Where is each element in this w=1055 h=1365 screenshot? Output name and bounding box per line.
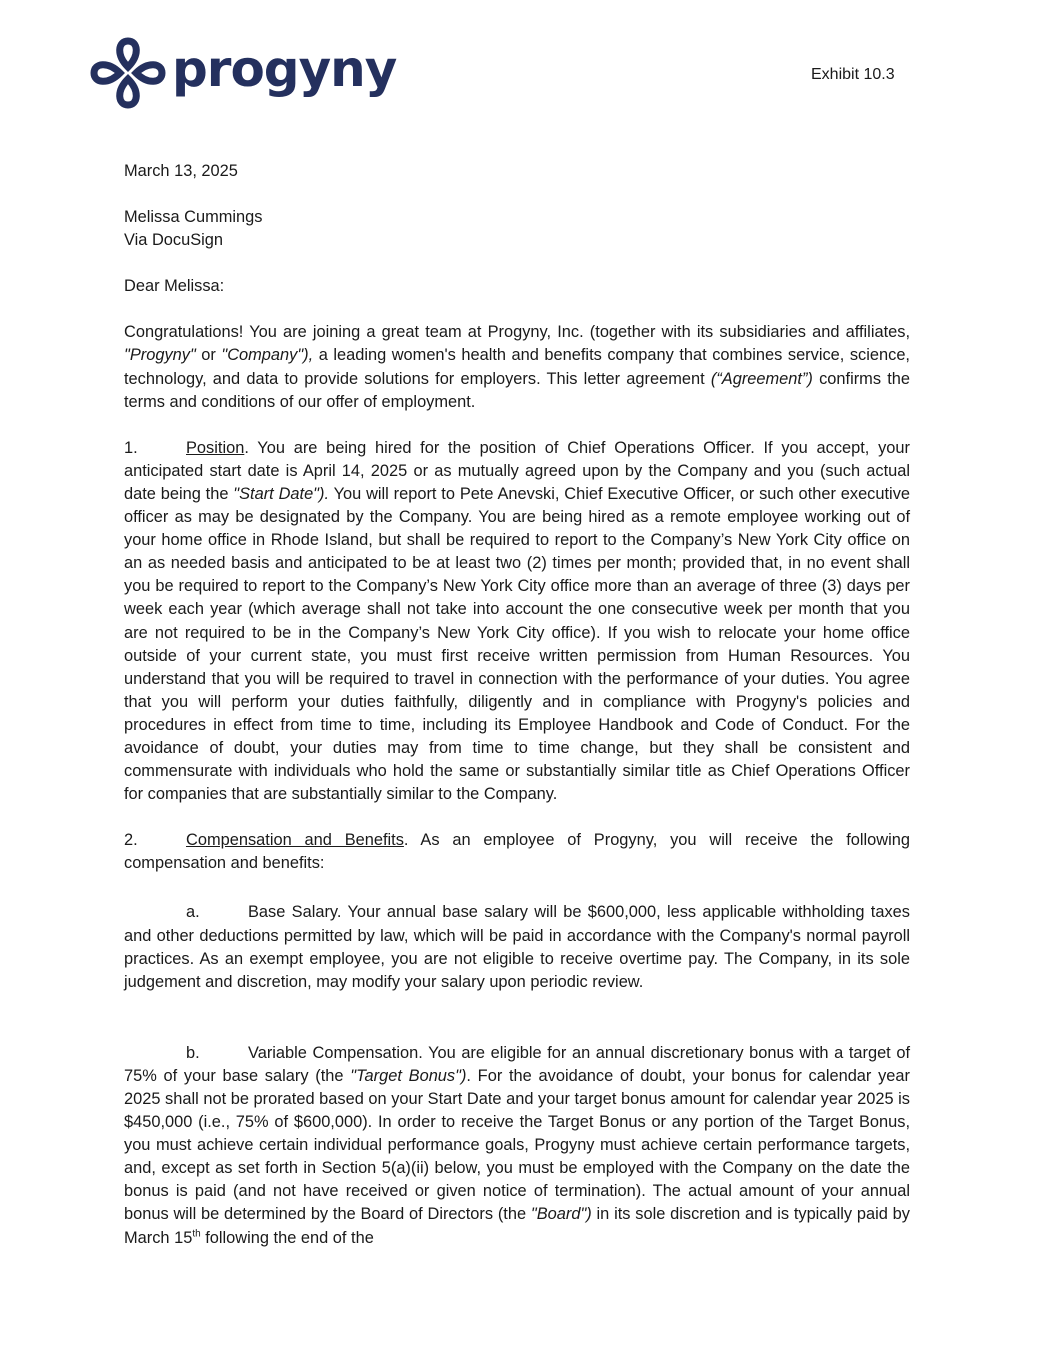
recipient-name: Melissa Cummings: [124, 208, 263, 227]
section-heading: Compensation and Benefits: [186, 831, 404, 850]
section-1-position: 1. Position. You are being hired for the position of Chief Operations Officer. If you accept, your anticipated start date is April 14, 2025 or as mutually agreed upon by the Company and you (such actual date being the "Start Date"). You will report to Pete Anevski, Chief Executive Officer, or such other executive officer as may be designated by the Company. You are being hired as a remote employee working out of your home office in Rhode Island, but shall be required to report to the Company’s New York City office on an as needed basis and anticipated to be at least two (2) times per month; provided that, in no event shall you be required to report to the Company’s New York City office more than an average of three (3) days per week each year (which average shall not take into account the one consecutive week per month that you are not required to be in the Company’s New York City office). If you wish to relocate your home office outside of your current state, you must first receive written permission from Human Resources. You understand that you will be required to travel in connection with the performance of your duties. You agree that you will perform your duties faithfully, diligently and in compliance with Progyny's policies and procedures in effect from time to time, including its Employee Handbook and Code of Conduct. For the avoidance of doubt, your duties may from time to time change, but they shall be consistent and commensurate with individuals who hold the same or substantially similar title as Chief Operations Officer for companies that are substantially similar to the Company.: [124, 438, 910, 804]
progyny-logo-icon: [88, 33, 168, 113]
section-heading: Position: [186, 438, 245, 457]
exhibit-label: Exhibit 10.3: [811, 66, 895, 83]
letter-body: [124, 160, 910, 1250]
section-2b-variable-compensation: b. Variable Compensation. You are eligible for an annual discretionary bonus with a target of 75% of your base salary (the "Target Bonus"). For the avoidance of doubt, your bonus for calendar year 2025 shall not be prorated based on your Start Date and your target bonus amount for calendar year 2025 is $450,000 (i.e., 75% of $600,000). In order to receive the Target Bonus or any portion of the Target Bonus, you must achieve certain individual performance goals, Progyny must achieve certain performance targets, and, except as set forth in Section 5(a)(ii) below, you must be employed with the Company on the date the bonus is paid (and not have received or given notice of termination). The actual amount of your annual bonus will be determined by the Board of Directors (the "Board") in its sole discretion and is typically paid by March 15th following the end of the: [124, 1043, 910, 1247]
section-number: 1.: [124, 438, 138, 457]
subsection-letter: b.: [186, 1043, 200, 1062]
subsection-heading: Base Salary.: [248, 903, 342, 922]
delivery-method: Via DocuSign: [124, 231, 224, 250]
subsection-letter: a.: [186, 903, 200, 922]
section-2-compensation: 2. Compensation and Benefits. As an employee of Progyny, you will receive the following compensation and benefits:: [124, 831, 910, 873]
salutation: Dear Melissa:: [124, 277, 225, 296]
section-number: 2.: [124, 831, 138, 850]
letter-date: March 13, 2025: [124, 162, 238, 180]
section-2a-base-salary: a. Base Salary. Your annual base salary will be $600,000, less applicable withholding taxes and other deductions permitted by law, which will be paid in accordance with the Company's normal payroll practices. As an exempt employee, you are not eligible to receive overtime pay. The Company, in its sole judgement and discretion, may modify your salary upon periodic review.: [124, 903, 910, 991]
company-logo: [88, 33, 396, 113]
logo-wordmark: progyny: [172, 40, 397, 98]
subsection-heading: Variable Compensation.: [248, 1043, 423, 1062]
intro-paragraph: Congratulations! You are joining a great team at Progyny, Inc. (together with its subsidiaries and affiliates, "Progyny" or "Company"), a leading women's health and benefits company that combines service, science, technology, and data to provide solutions for employers. This letter agreement (“Agreement”) confirms the terms and conditions of our offer of employment.: [124, 323, 910, 411]
